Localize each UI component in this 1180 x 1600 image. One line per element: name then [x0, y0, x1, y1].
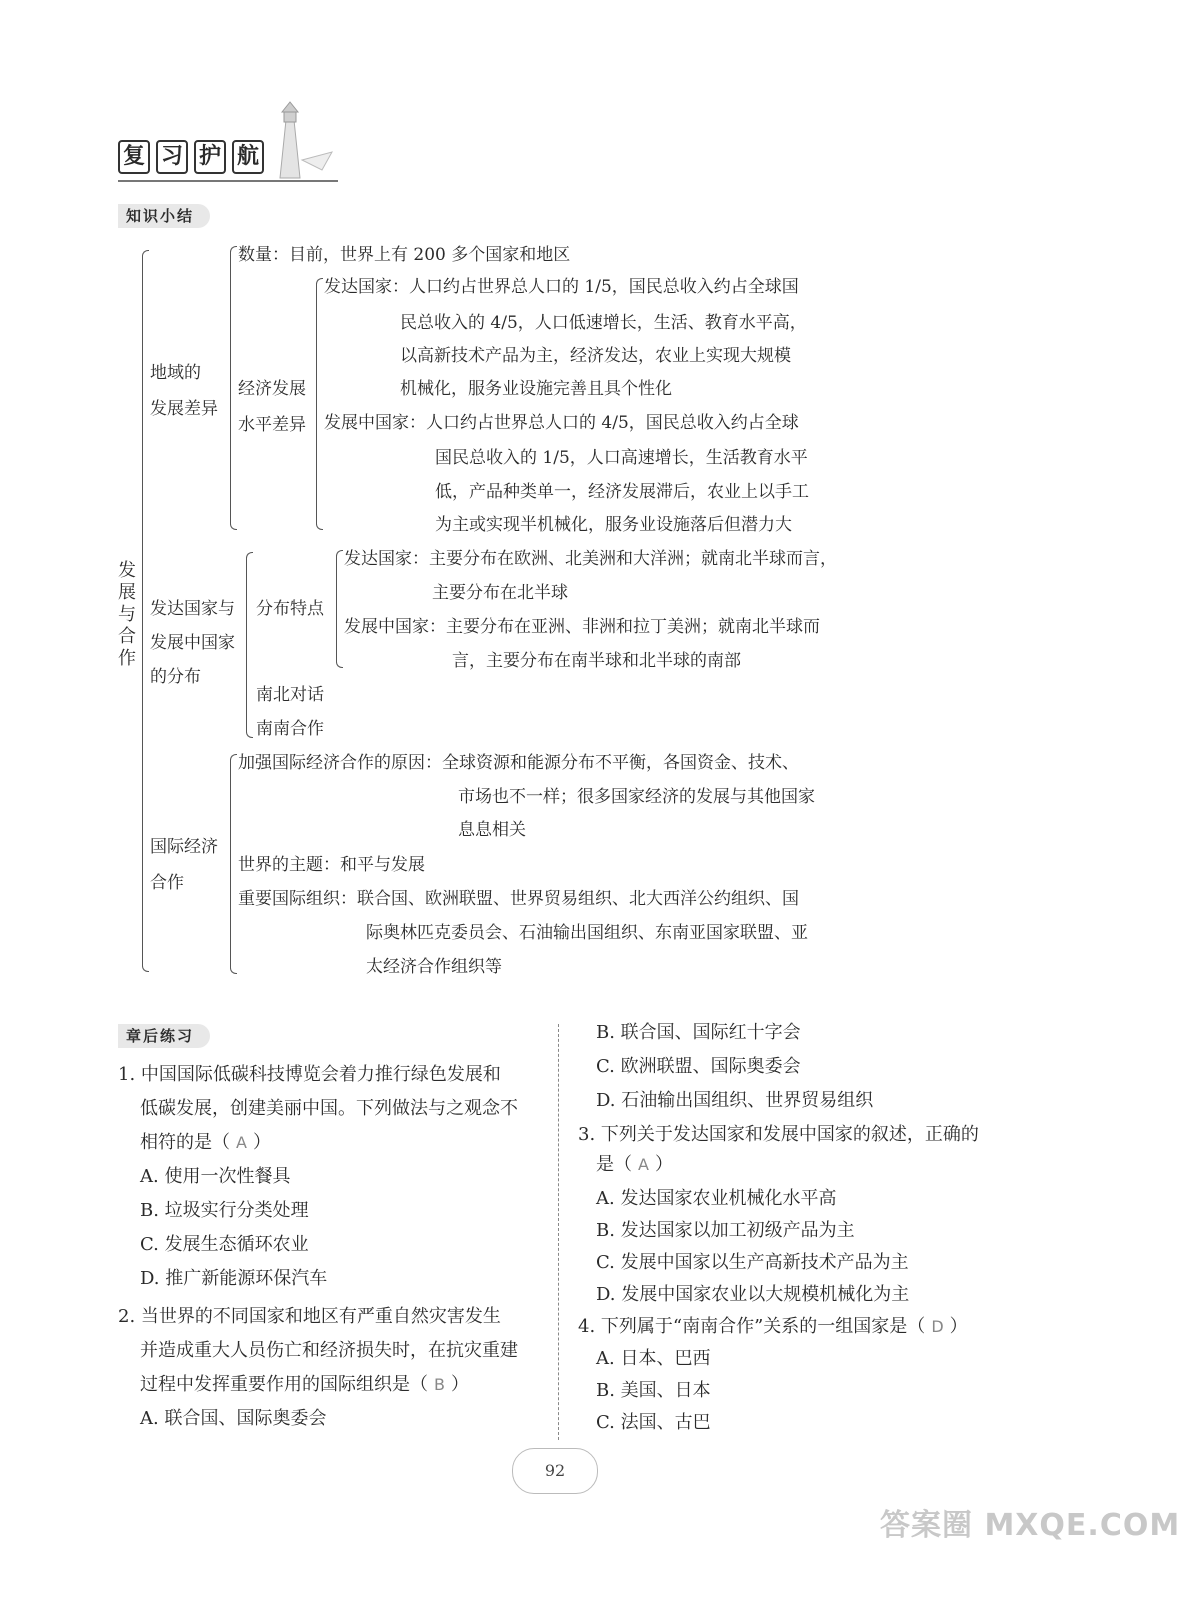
- south-south-cooperation: 南南合作: [256, 719, 324, 739]
- title-char: 航: [232, 140, 264, 174]
- question-line: 3. 下列关于发达国家和发展中国家的叙述，正确的: [578, 1124, 979, 1145]
- option: D. 推广新能源环保汽车: [140, 1268, 328, 1289]
- regional-brace: [230, 246, 237, 530]
- developed-line: 机械化，服务业设施完善且具个性化: [400, 379, 672, 399]
- country-count: 数量：目前，世界上有 200 多个国家和地区: [238, 245, 571, 265]
- option: C. 发展中国家以生产高新技术产品为主: [596, 1252, 909, 1273]
- dist-developed: 主要分布在北半球: [432, 583, 568, 603]
- lighthouse-icon: [262, 100, 342, 182]
- developing-line: 国民总收入的 1/5，人口高速增长，生活教育水平: [435, 448, 808, 468]
- option: B. 联合国、国际红十字会: [596, 1022, 801, 1043]
- features-label: 分布特点: [256, 599, 324, 619]
- north-south-dialogue: 南北对话: [256, 685, 324, 705]
- cooperation-label-1: 国际经济: [150, 837, 218, 857]
- econ-label-1: 经济发展: [238, 379, 306, 399]
- dist-developing: 言，主要分布在南半球和北半球的南部: [452, 651, 741, 671]
- answer-mark: A: [236, 1133, 247, 1152]
- header-underline: [118, 180, 338, 182]
- distribution-label: 发展中国家: [150, 633, 235, 653]
- developed-line: 以高新技术产品为主，经济发达，农业上实现大规模: [400, 346, 791, 366]
- distribution-label: 发达国家与: [150, 599, 235, 619]
- option: C. 法国、古巴: [596, 1412, 711, 1433]
- regional-label-1: 地域的: [150, 363, 201, 383]
- answer-mark: B: [434, 1375, 445, 1394]
- close-paren: ）: [949, 1316, 968, 1337]
- question-line: [578, 1316, 968, 1338]
- econ-label-2: 水平差异: [238, 415, 306, 435]
- cooperation-brace: [230, 754, 237, 974]
- option: B. 垃圾实行分类处理: [140, 1200, 309, 1221]
- answer-mark: A: [638, 1155, 649, 1174]
- coop-reason: 息息相关: [458, 820, 526, 840]
- econ-brace: [316, 278, 323, 530]
- option: A. 使用一次性餐具: [140, 1166, 291, 1187]
- option: A. 联合国、国际奥委会: [140, 1408, 327, 1429]
- summary-tag: 知识小结: [118, 204, 210, 228]
- page-number-ornament: [512, 1448, 598, 1494]
- title-char: 护: [194, 140, 226, 174]
- intl-orgs: 际奥林匹克委员会、石油输出国组织、东南亚国家联盟、亚: [366, 923, 808, 943]
- option: D. 发展中国家农业以大规模机械化为主: [596, 1284, 910, 1305]
- question-line: [140, 1132, 271, 1154]
- root-brace: [142, 250, 149, 972]
- developed-line: 发达国家：人口约占世界总人口的 1/5，国民总收入约占全球国: [324, 277, 799, 297]
- distribution-brace: [246, 552, 253, 738]
- option: A. 发达国家农业机械化水平高: [596, 1188, 837, 1209]
- regional-label-2: 发展差异: [150, 399, 218, 419]
- option: A. 日本、巴西: [596, 1348, 711, 1369]
- world-theme: 世界的主题：和平与发展: [238, 855, 425, 875]
- option: B. 美国、日本: [596, 1380, 711, 1401]
- root-label: 发展与合作: [118, 560, 136, 669]
- cooperation-label-2: 合作: [150, 873, 184, 893]
- option: C. 发展生态循环农业: [140, 1234, 309, 1255]
- title-char: 复: [118, 140, 150, 174]
- developing-line: 发展中国家：人口约占世界总人口的 4/5，国民总收入约占全球: [324, 413, 799, 433]
- intl-orgs: 太经济合作组织等: [366, 957, 502, 977]
- question-line: 低碳发展，创建美丽中国。下列做法与之观念不: [140, 1098, 518, 1119]
- coop-reason: 市场也不一样；很多国家经济的发展与其他国家: [458, 787, 815, 807]
- question-text: 过程中发挥重要作用的国际组织是（: [140, 1374, 428, 1395]
- question-line: 并造成重大人员伤亡和经济损失时，在抗灾重建: [140, 1340, 518, 1361]
- question-line: [596, 1154, 673, 1176]
- developing-line: 低，产品种类单一，经济发展滞后，农业上以手工: [435, 482, 809, 502]
- question-line: 2. 当世界的不同国家和地区有严重自然灾害发生: [118, 1306, 501, 1327]
- dist-developed: 发达国家：主要分布在欧洲、北美洲和大洋洲；就南北半球而言，: [344, 549, 837, 569]
- close-paren: ）: [654, 1154, 673, 1175]
- column-divider: [558, 1024, 559, 1440]
- distribution-label: 的分布: [150, 667, 201, 687]
- close-paren: ）: [450, 1374, 469, 1395]
- option: B. 发达国家以加工初级产品为主: [596, 1220, 855, 1241]
- coop-reason: 加强国际经济合作的原因：全球资源和能源分布不平衡，各国资金、技术、: [238, 753, 799, 773]
- option: D. 石油输出国组织、世界贸易组织: [596, 1090, 874, 1111]
- answer-mark: D: [931, 1317, 944, 1336]
- option: C. 欧洲联盟、国际奥委会: [596, 1056, 801, 1077]
- exercises-tag: 章后练习: [118, 1024, 210, 1048]
- question-text: 是（: [596, 1154, 632, 1175]
- intl-orgs: 重要国际组织：联合国、欧洲联盟、世界贸易组织、北大西洋公约组织、国: [238, 889, 799, 909]
- developed-line: 民总收入的 4/5，人口低速增长，生活、教育水平高，: [400, 313, 807, 333]
- features-brace: [336, 550, 343, 668]
- title-char: 习: [156, 140, 188, 174]
- question-line: 1. 中国国际低碳科技博览会着力推行绿色发展和: [118, 1064, 501, 1085]
- section-header: [118, 140, 270, 174]
- close-paren: ）: [252, 1132, 271, 1153]
- watermark: 答案圈 MXQE.COM: [880, 1508, 1180, 1543]
- dist-developing: 发展中国家：主要分布在亚洲、非洲和拉丁美洲；就南北半球而: [344, 617, 820, 637]
- page-number: 92: [544, 1461, 566, 1480]
- question-line: [140, 1374, 469, 1396]
- question-text: 相符的是（: [140, 1132, 230, 1153]
- developing-line: 为主或实现半机械化，服务业设施落后但潜力大: [435, 515, 792, 535]
- question-text: 4. 下列属于“南南合作”关系的一组国家是（: [578, 1316, 926, 1337]
